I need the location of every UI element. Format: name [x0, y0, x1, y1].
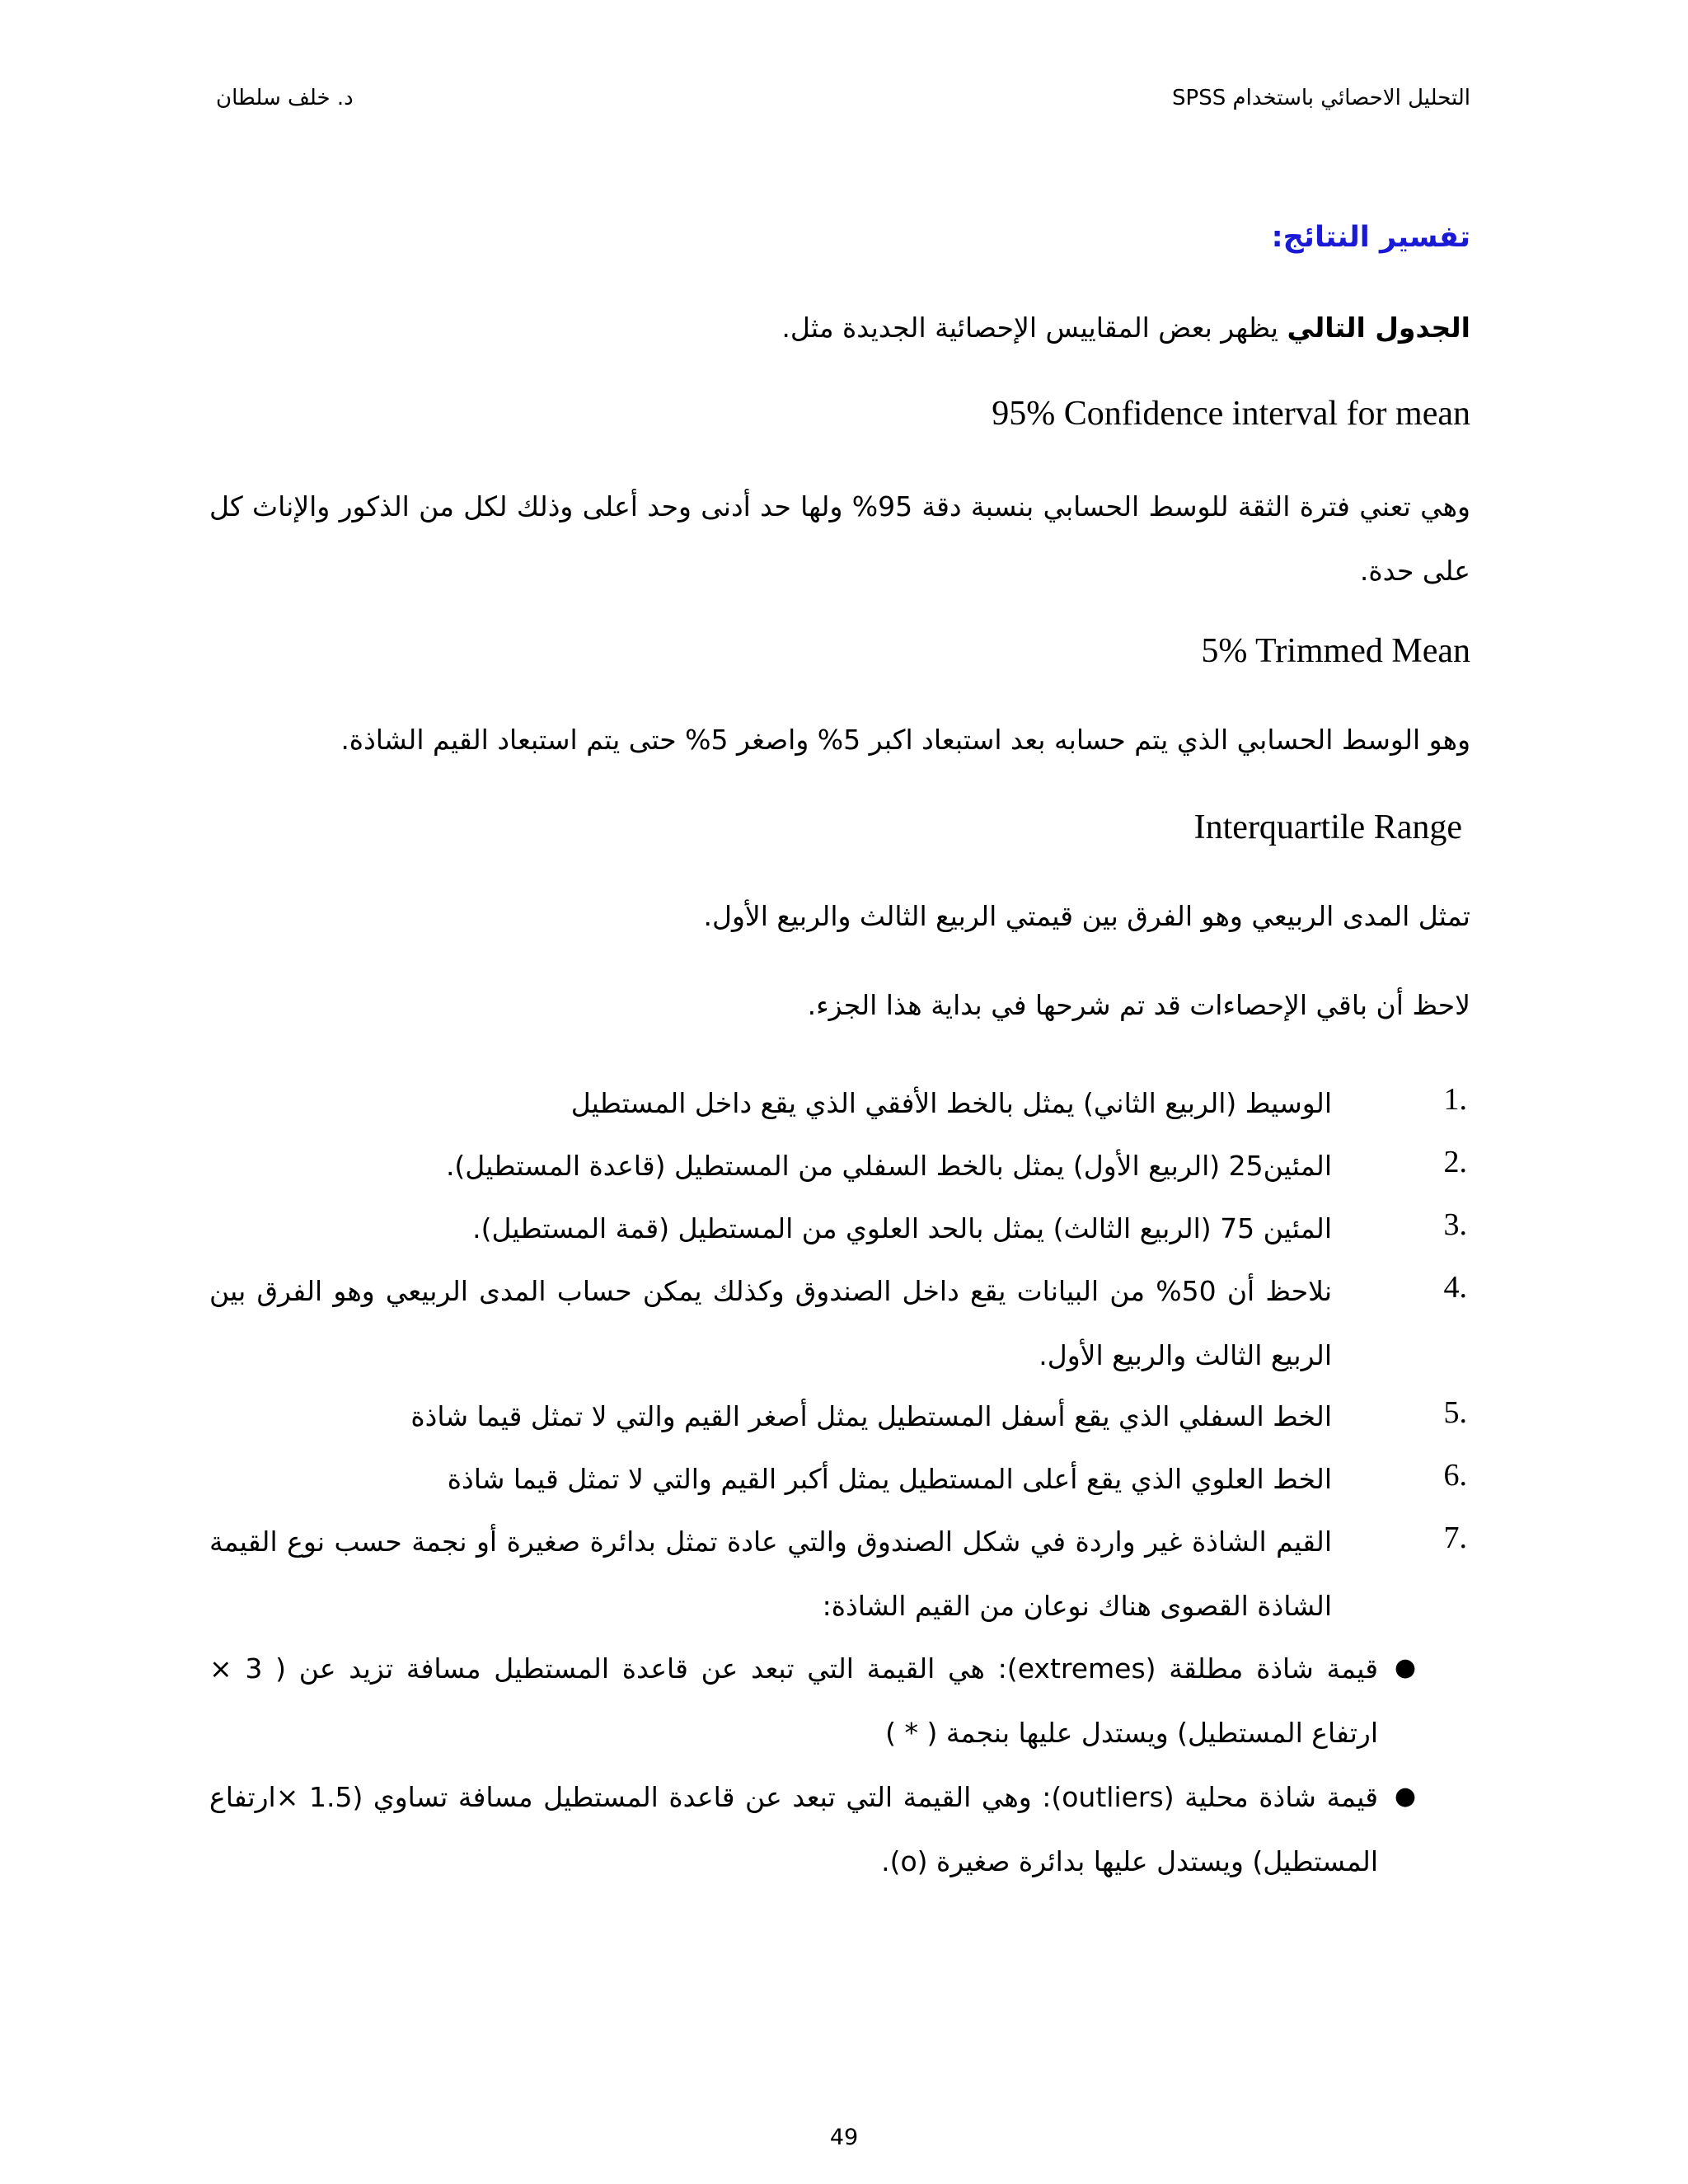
- list-number: 3.: [1443, 1207, 1467, 1242]
- list-number: 2.: [1443, 1145, 1467, 1179]
- list-item-text: المئين25 (الربيع الأول) يمثل بالخط السفلي من المستطيل (قاعدة المستطيل).: [445, 1150, 1332, 1182]
- iqr-description: تمثل المدى الربيعي وهو الفرق بين قيمتي الربيع الثالث والربيع الأول.: [703, 900, 1470, 932]
- list-item-text: القيم الشاذة غير واردة في شكل الصندوق والتي عادة تمثل بدائرة صغيرة أو نجمة حسب نوع القيمة الشاذة القصوى هناك نوعان من القيم الشاذة:: [209, 1526, 1332, 1622]
- bullet-item: [209, 1637, 1470, 1749]
- list-number: 6.: [1443, 1458, 1467, 1493]
- header-title: التحليل الاحصائي باستخدام SPSS: [1172, 86, 1470, 110]
- list-item-text: الوسيط (الربيع الثاني) يمثل بالخط الأفقي الذي يقع داخل المستطيل: [570, 1087, 1332, 1119]
- intro-rest: يظهر بعض المقاييس الإحصائية الجديدة مثل.: [781, 312, 1287, 344]
- list-number: 5.: [1443, 1395, 1467, 1430]
- list-item: [209, 1447, 1470, 1505]
- ci-description: وهي تعني فترة الثقة للوسط الحسابي بنسبة دقة 95% ولها حد أدنى وحد أعلى وذلك لكل من الذكور والإناث كل على حدة.: [209, 490, 1470, 587]
- list-number: 1.: [1443, 1082, 1467, 1117]
- list-item-text: الخط العلوي الذي يقع أعلى المستطيل يمثل أكبر القيم والتي لا تمثل قيما شاذة: [447, 1463, 1332, 1495]
- list-item: [209, 1134, 1470, 1192]
- note-paragraph: لاحظ أن باقي الإحصاءات قد تم شرحها في بداية هذا الجزء.: [807, 989, 1470, 1021]
- list-item: [209, 1071, 1470, 1129]
- bullet-item: [209, 1765, 1470, 1877]
- list-item: [209, 1385, 1470, 1442]
- intro-bold: الجدول التالي: [1287, 312, 1470, 344]
- trimmed-description: وهو الوسط الحسابي الذي يتم حسابه بعد استبعاد اكبر 5% واصغر 5% حتى يتم استبعاد القيم الشاذة.: [340, 724, 1470, 756]
- list-item: [209, 1510, 1470, 1622]
- list-number: 7.: [1443, 1521, 1467, 1555]
- header-author: د. خلف سلطان: [216, 86, 354, 110]
- bullet-text: قيمة شاذة محلية (outliers): وهي القيمة التي تبعد عن قاعدة المستطيل مسافة تساوي (1.5 ×ارتفاع المستطيل) ويستدل عليها بدائرة صغيرة (o).: [209, 1781, 1378, 1877]
- list-item-text: نلاحظ أن 50% من البيانات يقع داخل الصندوق وكذلك يمكن حساب المدى الربيعي وهو الفرق بين الربيع الثالث والربيع الأول.: [209, 1275, 1333, 1371]
- list-item-text: الخط السفلي الذي يقع أسفل المستطيل يمثل أصغر القيم والتي لا تمثل قيما شاذة: [410, 1400, 1332, 1432]
- bullet-text: قيمة شاذة مطلقة (extremes): هي القيمة التي تبعد عن قاعدة المستطيل مسافة تزيد عن ( 3 × ارتفاع المستطيل) ويستدل عليها بنجمة ( * ): [209, 1652, 1378, 1749]
- term-trimmed-mean: 5% Trimmed Mean: [1201, 632, 1470, 670]
- list-item: [209, 1197, 1470, 1254]
- bullet-icon: ●: [1394, 1782, 1416, 1811]
- term-confidence-interval: 95% Confidence interval for mean: [992, 395, 1470, 433]
- section-heading: تفسير النتائج:: [1271, 221, 1470, 254]
- list-item-text: المئين 75 (الربيع الثالث) يمثل بالحد العلوي من المستطيل (قمة المستطيل).: [472, 1212, 1332, 1244]
- list-number: 4.: [1443, 1270, 1467, 1305]
- intro-paragraph: [781, 312, 1470, 344]
- page-number: 49: [829, 2125, 859, 2150]
- term-iqr: Interquartile Range: [1193, 808, 1462, 846]
- bullet-icon: ●: [1394, 1653, 1416, 1682]
- list-item: [209, 1259, 1470, 1371]
